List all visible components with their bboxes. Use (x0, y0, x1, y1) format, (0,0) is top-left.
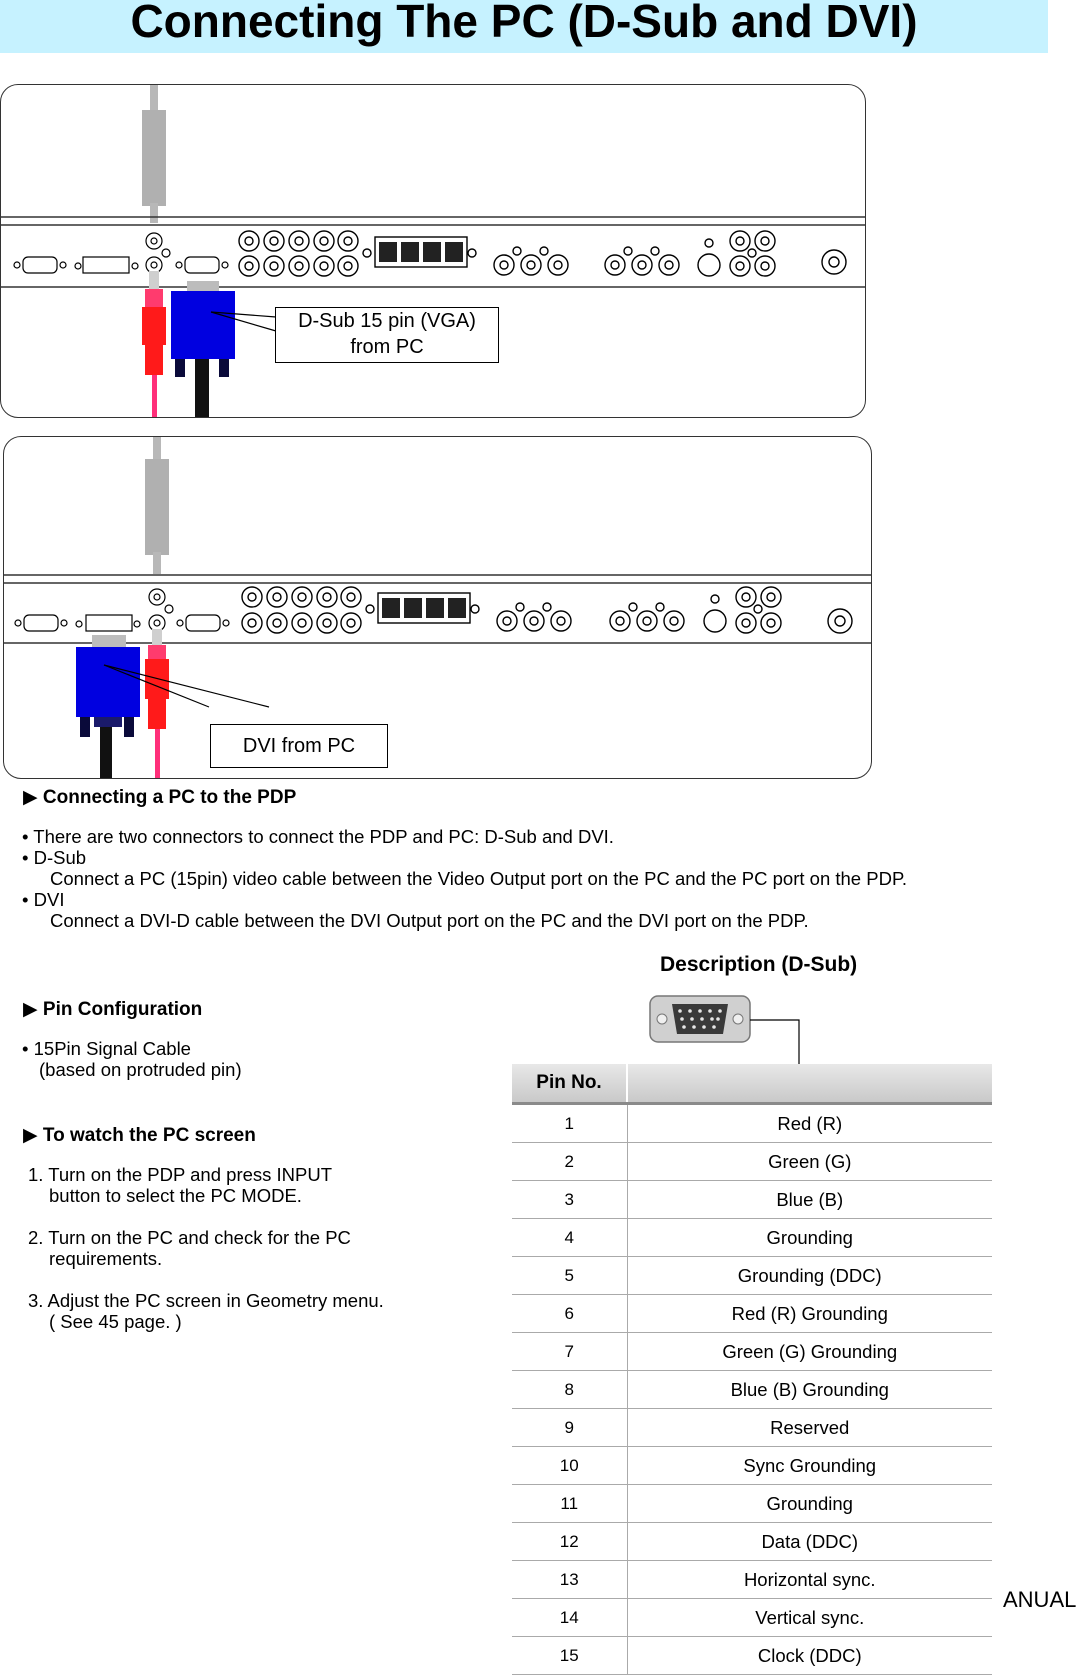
table-row (512, 1333, 992, 1371)
table-row (512, 1143, 992, 1181)
step-3-line-2: ( See 45 page. ) (49, 1311, 182, 1332)
table-row (512, 1181, 992, 1219)
step-2-line-1: 2. Turn on the PC and check for the PC (28, 1227, 351, 1248)
connect-body (22, 826, 1062, 931)
table-row (512, 1219, 992, 1257)
pin-description: Blue (B) Grounding (627, 1371, 992, 1409)
pin-number: 2 (512, 1143, 627, 1181)
vga-plug-icon (171, 281, 235, 417)
pin-description: Grounding (DDC) (627, 1257, 992, 1295)
dsub-callout-line2: from PC (350, 336, 424, 358)
pin-number: 1 (512, 1104, 627, 1143)
pin-description: Grounding (627, 1219, 992, 1257)
watch-heading (23, 1124, 256, 1147)
step-1-line-1: 1. Turn on the PDP and press INPUT (28, 1164, 333, 1185)
table-row (512, 1295, 992, 1333)
connect-heading (23, 786, 296, 809)
pin-number: 8 (512, 1371, 627, 1409)
pin-config-line-2: (based on protruded pin) (39, 1059, 242, 1080)
table-row (512, 1637, 992, 1675)
rca-plug-icon-2 (145, 629, 169, 778)
pin-description: Data (DDC) (627, 1523, 992, 1561)
connect-line-5: Connect a DVI-D cable between the DVI Output port on the PC and the DVI port on the PDP. (50, 910, 809, 931)
pin-description: Vertical sync. (627, 1599, 992, 1637)
step-3-line-1: 3. Adjust the PC screen in Geometry menu. (28, 1290, 384, 1311)
table-row (512, 1485, 992, 1523)
play-arrow-icon: ▶ (23, 999, 38, 1020)
network-ports-icon (375, 237, 467, 267)
dsub-diagram-drawing (1, 85, 865, 417)
pin-description-table (512, 1064, 992, 1675)
connect-line-1: • There are two connectors to connect the PDP and PC: D-Sub and DVI. (22, 826, 614, 847)
pin-number: 11 (512, 1485, 627, 1523)
dvi-callout-text: DVI from PC (242, 735, 356, 757)
dsub-connection-diagram (0, 84, 866, 418)
step-1-line-2: button to select the PC MODE. (49, 1185, 302, 1206)
pin-config-body (22, 1038, 462, 1080)
dsub-callout-line1: D-Sub 15 pin (VGA) (298, 310, 476, 332)
pin-description: Reserved (627, 1409, 992, 1447)
page-title: Connecting The PC (D-Sub and DVI) (130, 0, 918, 47)
av-jacks-icon-2 (242, 587, 852, 633)
connect-heading-text: Connecting a PC to the PDP (42, 787, 297, 808)
dsub-callout (275, 307, 499, 363)
pin-no-header: Pin No. (512, 1064, 627, 1104)
watch-steps (28, 1164, 468, 1332)
pin-number: 6 (512, 1295, 627, 1333)
pin-number: 7 (512, 1333, 627, 1371)
connect-line-2: • D-Sub (22, 847, 87, 868)
pin-description: Clock (DDC) (627, 1637, 992, 1675)
connect-line-3: Connect a PC (15pin) video cable between the Video Output port on the PC and the PC port on the PDP. (50, 868, 908, 889)
pin-number: 12 (512, 1523, 627, 1561)
dsub-connector-icon (648, 992, 808, 1064)
pin-description: Green (G) (627, 1143, 992, 1181)
pin-number: 10 (512, 1447, 627, 1485)
pin-description: Grounding (627, 1485, 992, 1523)
pin-number: 9 (512, 1409, 627, 1447)
pin-number: 14 (512, 1599, 627, 1637)
table-row (512, 1599, 992, 1637)
play-arrow-icon: ▶ (23, 787, 38, 808)
pin-description: Red (R) (627, 1104, 992, 1143)
pin-number: 13 (512, 1561, 627, 1599)
dvi-connection-diagram (3, 436, 872, 779)
pin-number: 3 (512, 1181, 627, 1219)
av-jacks-icon (239, 231, 846, 276)
table-row (512, 1257, 992, 1295)
table-row (512, 1561, 992, 1599)
dvi-callout (210, 724, 388, 768)
table-row (512, 1523, 992, 1561)
pin-number: 5 (512, 1257, 627, 1295)
pin-config-line-1: • 15Pin Signal Cable (22, 1038, 191, 1059)
pin-number: 15 (512, 1637, 627, 1675)
pin-description: Blue (B) (627, 1181, 992, 1219)
pin-description: Red (R) Grounding (627, 1295, 992, 1333)
step-2-line-2: requirements. (49, 1248, 163, 1269)
dsub-port-icon (14, 233, 228, 273)
dvi-plug-icon (76, 635, 140, 778)
pin-config-heading-text: Pin Configuration (42, 999, 203, 1020)
watch-heading-text: To watch the PC screen (42, 1125, 256, 1146)
play-arrow-icon: ▶ (23, 1125, 38, 1146)
connect-line-4: • DVI (22, 889, 65, 910)
pin-description: Green (G) Grounding (627, 1333, 992, 1371)
pin-description: Sync Grounding (627, 1447, 992, 1485)
table-row (512, 1447, 992, 1485)
pin-number: 4 (512, 1219, 627, 1257)
pin-config-heading (23, 998, 202, 1021)
table-header-row (512, 1064, 992, 1104)
table-row (512, 1409, 992, 1447)
description-header (627, 1064, 992, 1104)
dvi-port-icon (15, 589, 229, 631)
footer-text: ANUAL (1003, 1587, 1077, 1612)
network-ports-icon-2 (378, 593, 470, 623)
description-title: Description (D-Sub) (660, 953, 858, 976)
rca-plug-icon (142, 271, 166, 417)
pin-description: Horizontal sync. (627, 1561, 992, 1599)
table-row (512, 1104, 992, 1143)
dvi-diagram-drawing (4, 437, 871, 778)
table-row (512, 1371, 992, 1409)
